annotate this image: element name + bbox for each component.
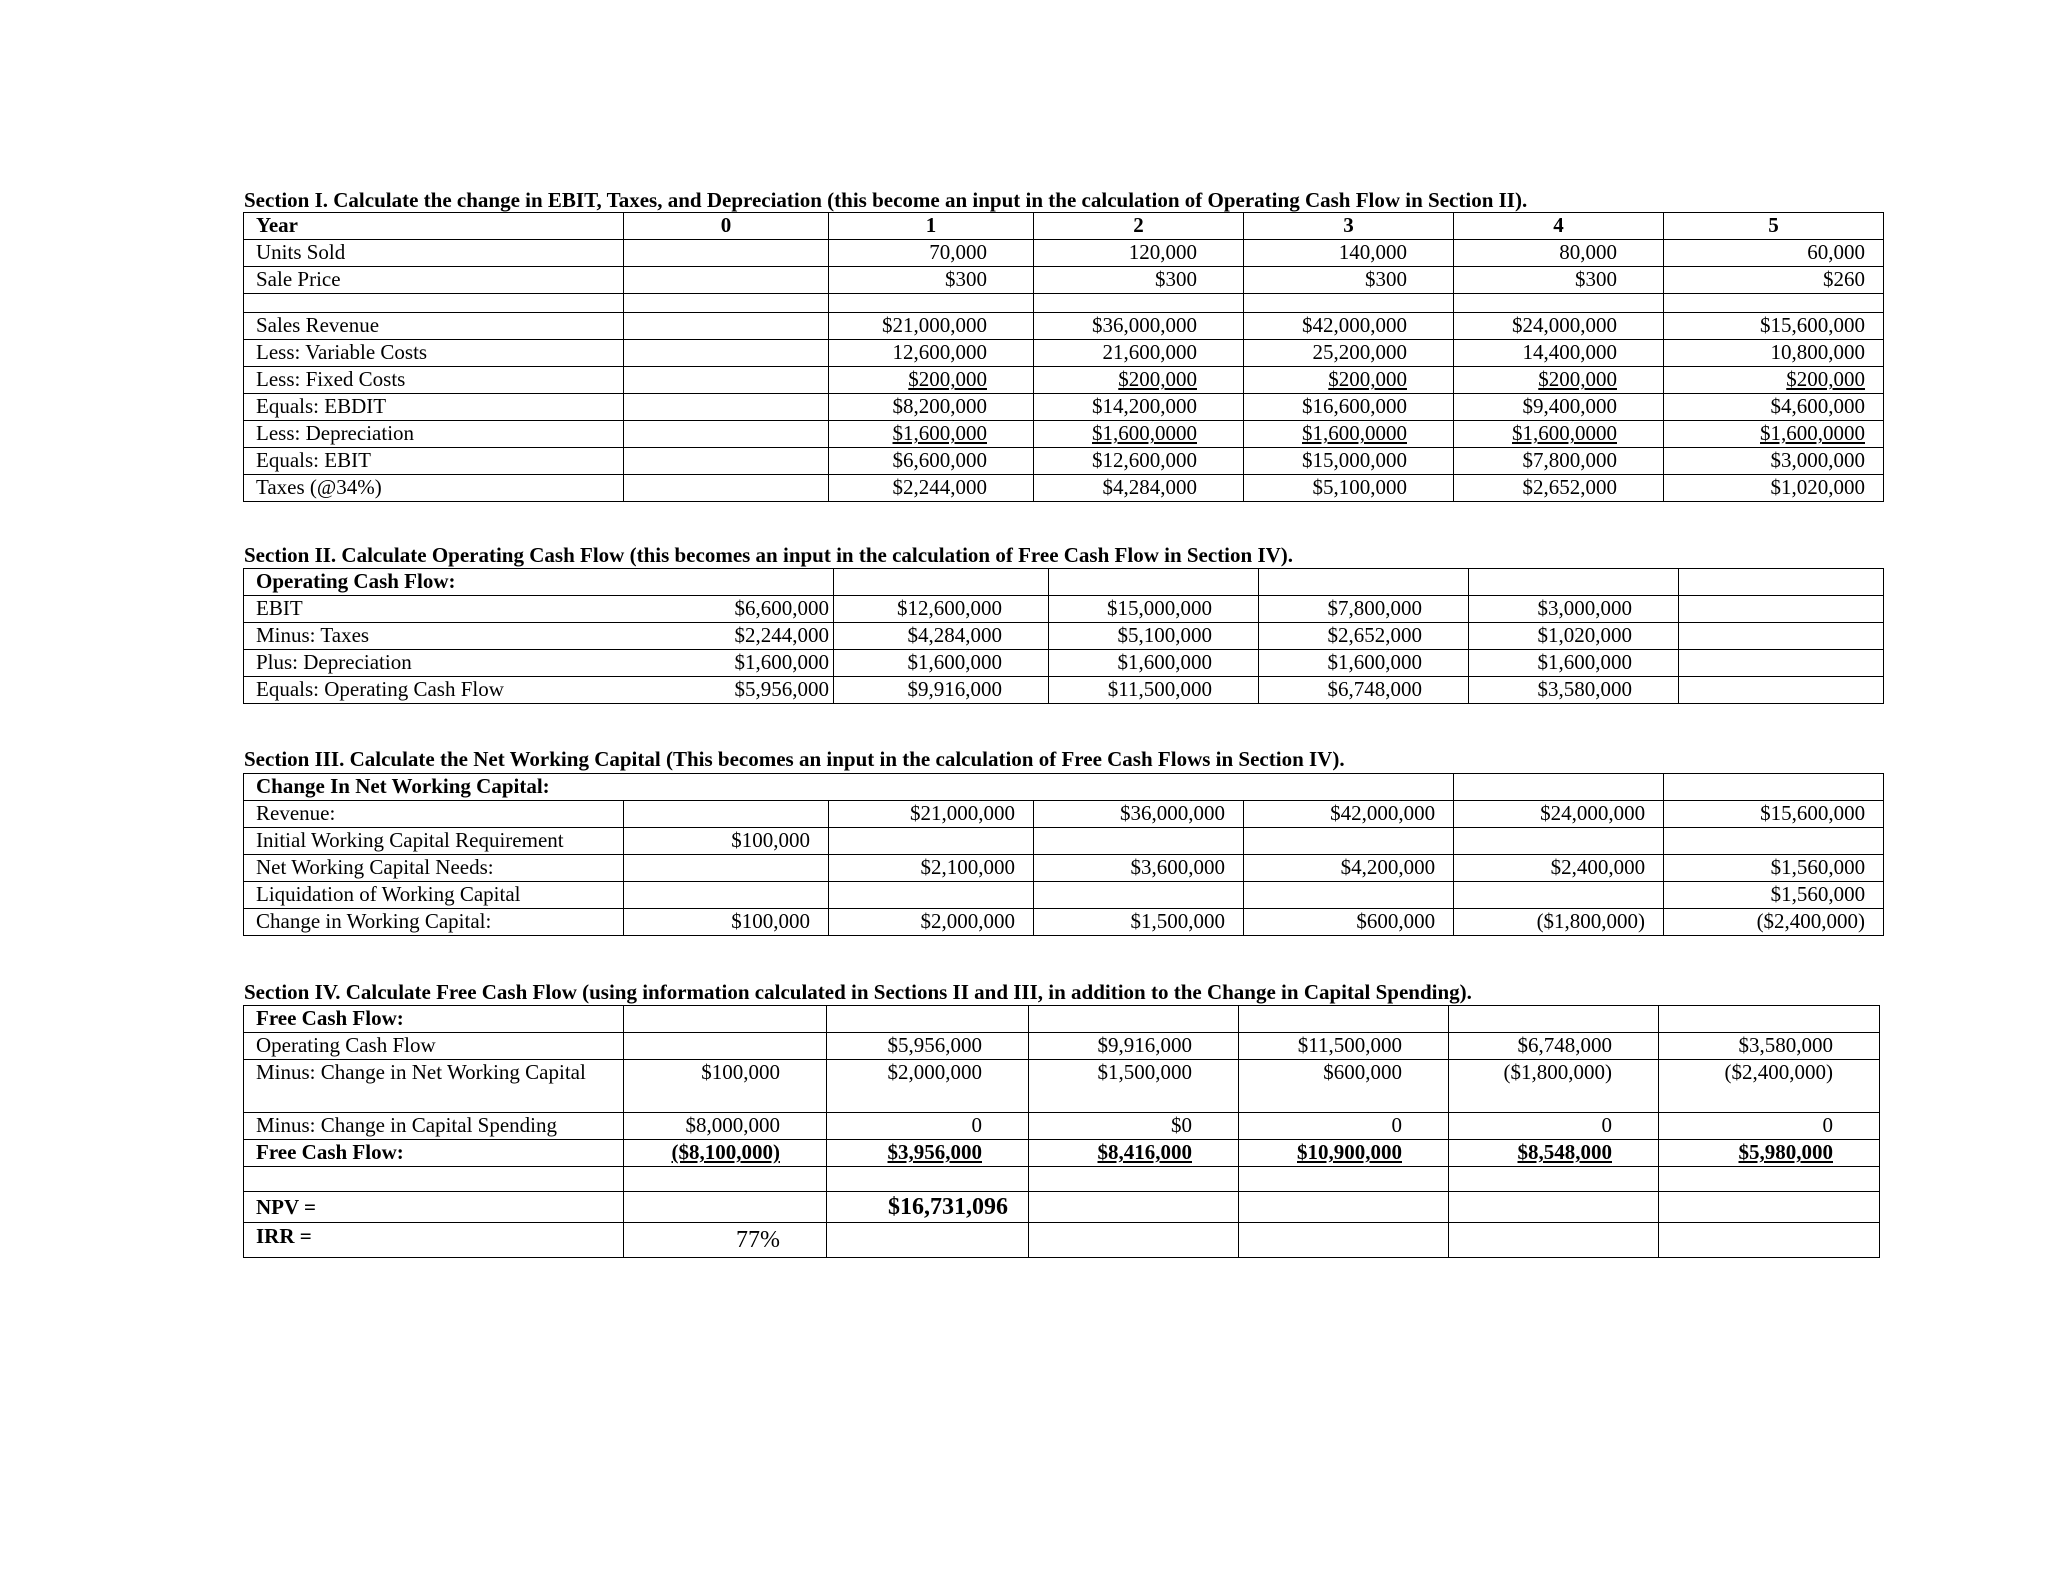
section-3-title: Section III. Calculate the Net Working Capital (This becomes an input in the calculation of Free Cash Flows in Section IV).	[244, 747, 1345, 771]
table-row: Revenue: $21,000,000 $36,000,000 $42,000,000 $24,000,000 $15,600,000	[244, 801, 1884, 828]
year-label: Year	[244, 213, 624, 240]
table-row: Taxes (@34%) $2,244,000 $4,284,000 $5,100,000 $2,652,000 $1,020,000	[244, 475, 1884, 502]
net-working-capital-header-row	[244, 774, 1884, 801]
table-row: Initial Working Capital Requirement $100,000	[244, 828, 1884, 855]
table-row: Plus: Depreciation $1,600,000 $1,600,000 $1,600,000 $1,600,000 $1,600,000	[244, 650, 1884, 677]
irr-value: 77%	[624, 1223, 827, 1258]
year-header-row	[244, 213, 1884, 240]
npv-value: $16,731,096	[827, 1192, 1029, 1223]
section-4-title: Section IV. Calculate Free Cash Flow (using information calculated in Sections II and III, in addition to the Change in Capital Spending).	[244, 980, 1472, 1004]
irr-row	[244, 1223, 1880, 1258]
year-3: 3	[1244, 213, 1454, 240]
section-3-table	[243, 773, 1884, 936]
row-label: Sale Price	[244, 267, 624, 294]
table-row: EBIT $6,600,000 $12,600,000 $15,000,000 $7,800,000 $3,000,000	[244, 596, 1884, 623]
table-row: Sales Revenue $21,000,000 $36,000,000 $42,000,000 $24,000,000 $15,600,000	[244, 313, 1884, 340]
table-row: Less: Depreciation $1,600,000 $1,600,0000 $1,600,0000 $1,600,0000 $1,600,0000	[244, 421, 1884, 448]
operating-cash-flow-header-row	[244, 569, 1884, 596]
section-2-title: Section II. Calculate Operating Cash Flow (this becomes an input in the calculation of Free Cash Flow in Section IV).	[244, 543, 1294, 567]
year-1: 1	[829, 213, 1034, 240]
table-row: Liquidation of Working Capital $1,560,000	[244, 882, 1884, 909]
year-4: 4	[1454, 213, 1664, 240]
table-row: Equals: Operating Cash Flow $5,956,000 $9,916,000 $11,500,000 $6,748,000 $3,580,000	[244, 677, 1884, 704]
section-1-title: Section I. Calculate the change in EBIT, Taxes, and Depreciation (this become an input in the calculation of Operating Cash Flow in Section II).	[244, 188, 1528, 212]
section-4-table	[243, 1005, 1880, 1258]
year-2: 2	[1034, 213, 1244, 240]
free-cash-flow-total-row: Free Cash Flow: ($8,100,000) $3,956,000 $8,416,000 $10,900,000 $8,548,000 $5,980,000	[244, 1140, 1880, 1167]
row-label: Units Sold	[244, 240, 624, 267]
spacer-row	[244, 1167, 1880, 1192]
operating-cash-flow-header: Operating Cash Flow:	[244, 569, 834, 596]
free-cash-flow-header-row	[244, 1006, 1880, 1033]
net-working-capital-header: Change In Net Working Capital:	[244, 774, 1454, 801]
table-row: Net Working Capital Needs: $2,100,000 $3,600,000 $4,200,000 $2,400,000 $1,560,000	[244, 855, 1884, 882]
table-row: Less: Fixed Costs $200,000 $200,000 $200,000 $200,000 $200,000	[244, 367, 1884, 394]
table-row: Equals: EBIT $6,600,000 $12,600,000 $15,000,000 $7,800,000 $3,000,000	[244, 448, 1884, 475]
table-row: Minus: Change in Capital Spending $8,000,000 0 $0 0 0 0	[244, 1113, 1880, 1140]
table-row: Minus: Taxes $2,244,000 $4,284,000 $5,100,000 $2,652,000 $1,020,000	[244, 623, 1884, 650]
table-row: Sale Price $300 $300 $300 $300 $260	[244, 267, 1884, 294]
spacer-row	[244, 294, 1884, 313]
year-0: 0	[624, 213, 829, 240]
free-cash-flow-header: Free Cash Flow:	[244, 1006, 624, 1033]
section-2-table	[243, 568, 1884, 704]
npv-label: NPV =	[244, 1192, 624, 1223]
table-row: Units Sold 70,000 120,000 140,000 80,000 60,000	[244, 240, 1884, 267]
section-1-table	[243, 212, 1884, 502]
npv-row	[244, 1192, 1880, 1223]
table-row: Equals: EBDIT $8,200,000 $14,200,000 $16,600,000 $9,400,000 $4,600,000	[244, 394, 1884, 421]
table-row: Less: Variable Costs 12,600,000 21,600,000 25,200,000 14,400,000 10,800,000	[244, 340, 1884, 367]
irr-label: IRR =	[244, 1223, 624, 1258]
table-row: Minus: Change in Net Working Capital $100,000 $2,000,000 $1,500,000 $600,000 ($1,800,000) ($2,400,000)	[244, 1060, 1880, 1113]
table-row: Operating Cash Flow $5,956,000 $9,916,000 $11,500,000 $6,748,000 $3,580,000	[244, 1033, 1880, 1060]
table-row: Change in Working Capital: $100,000 $2,000,000 $1,500,000 $600,000 ($1,800,000) ($2,400,000)	[244, 909, 1884, 936]
year-5: 5	[1664, 213, 1884, 240]
